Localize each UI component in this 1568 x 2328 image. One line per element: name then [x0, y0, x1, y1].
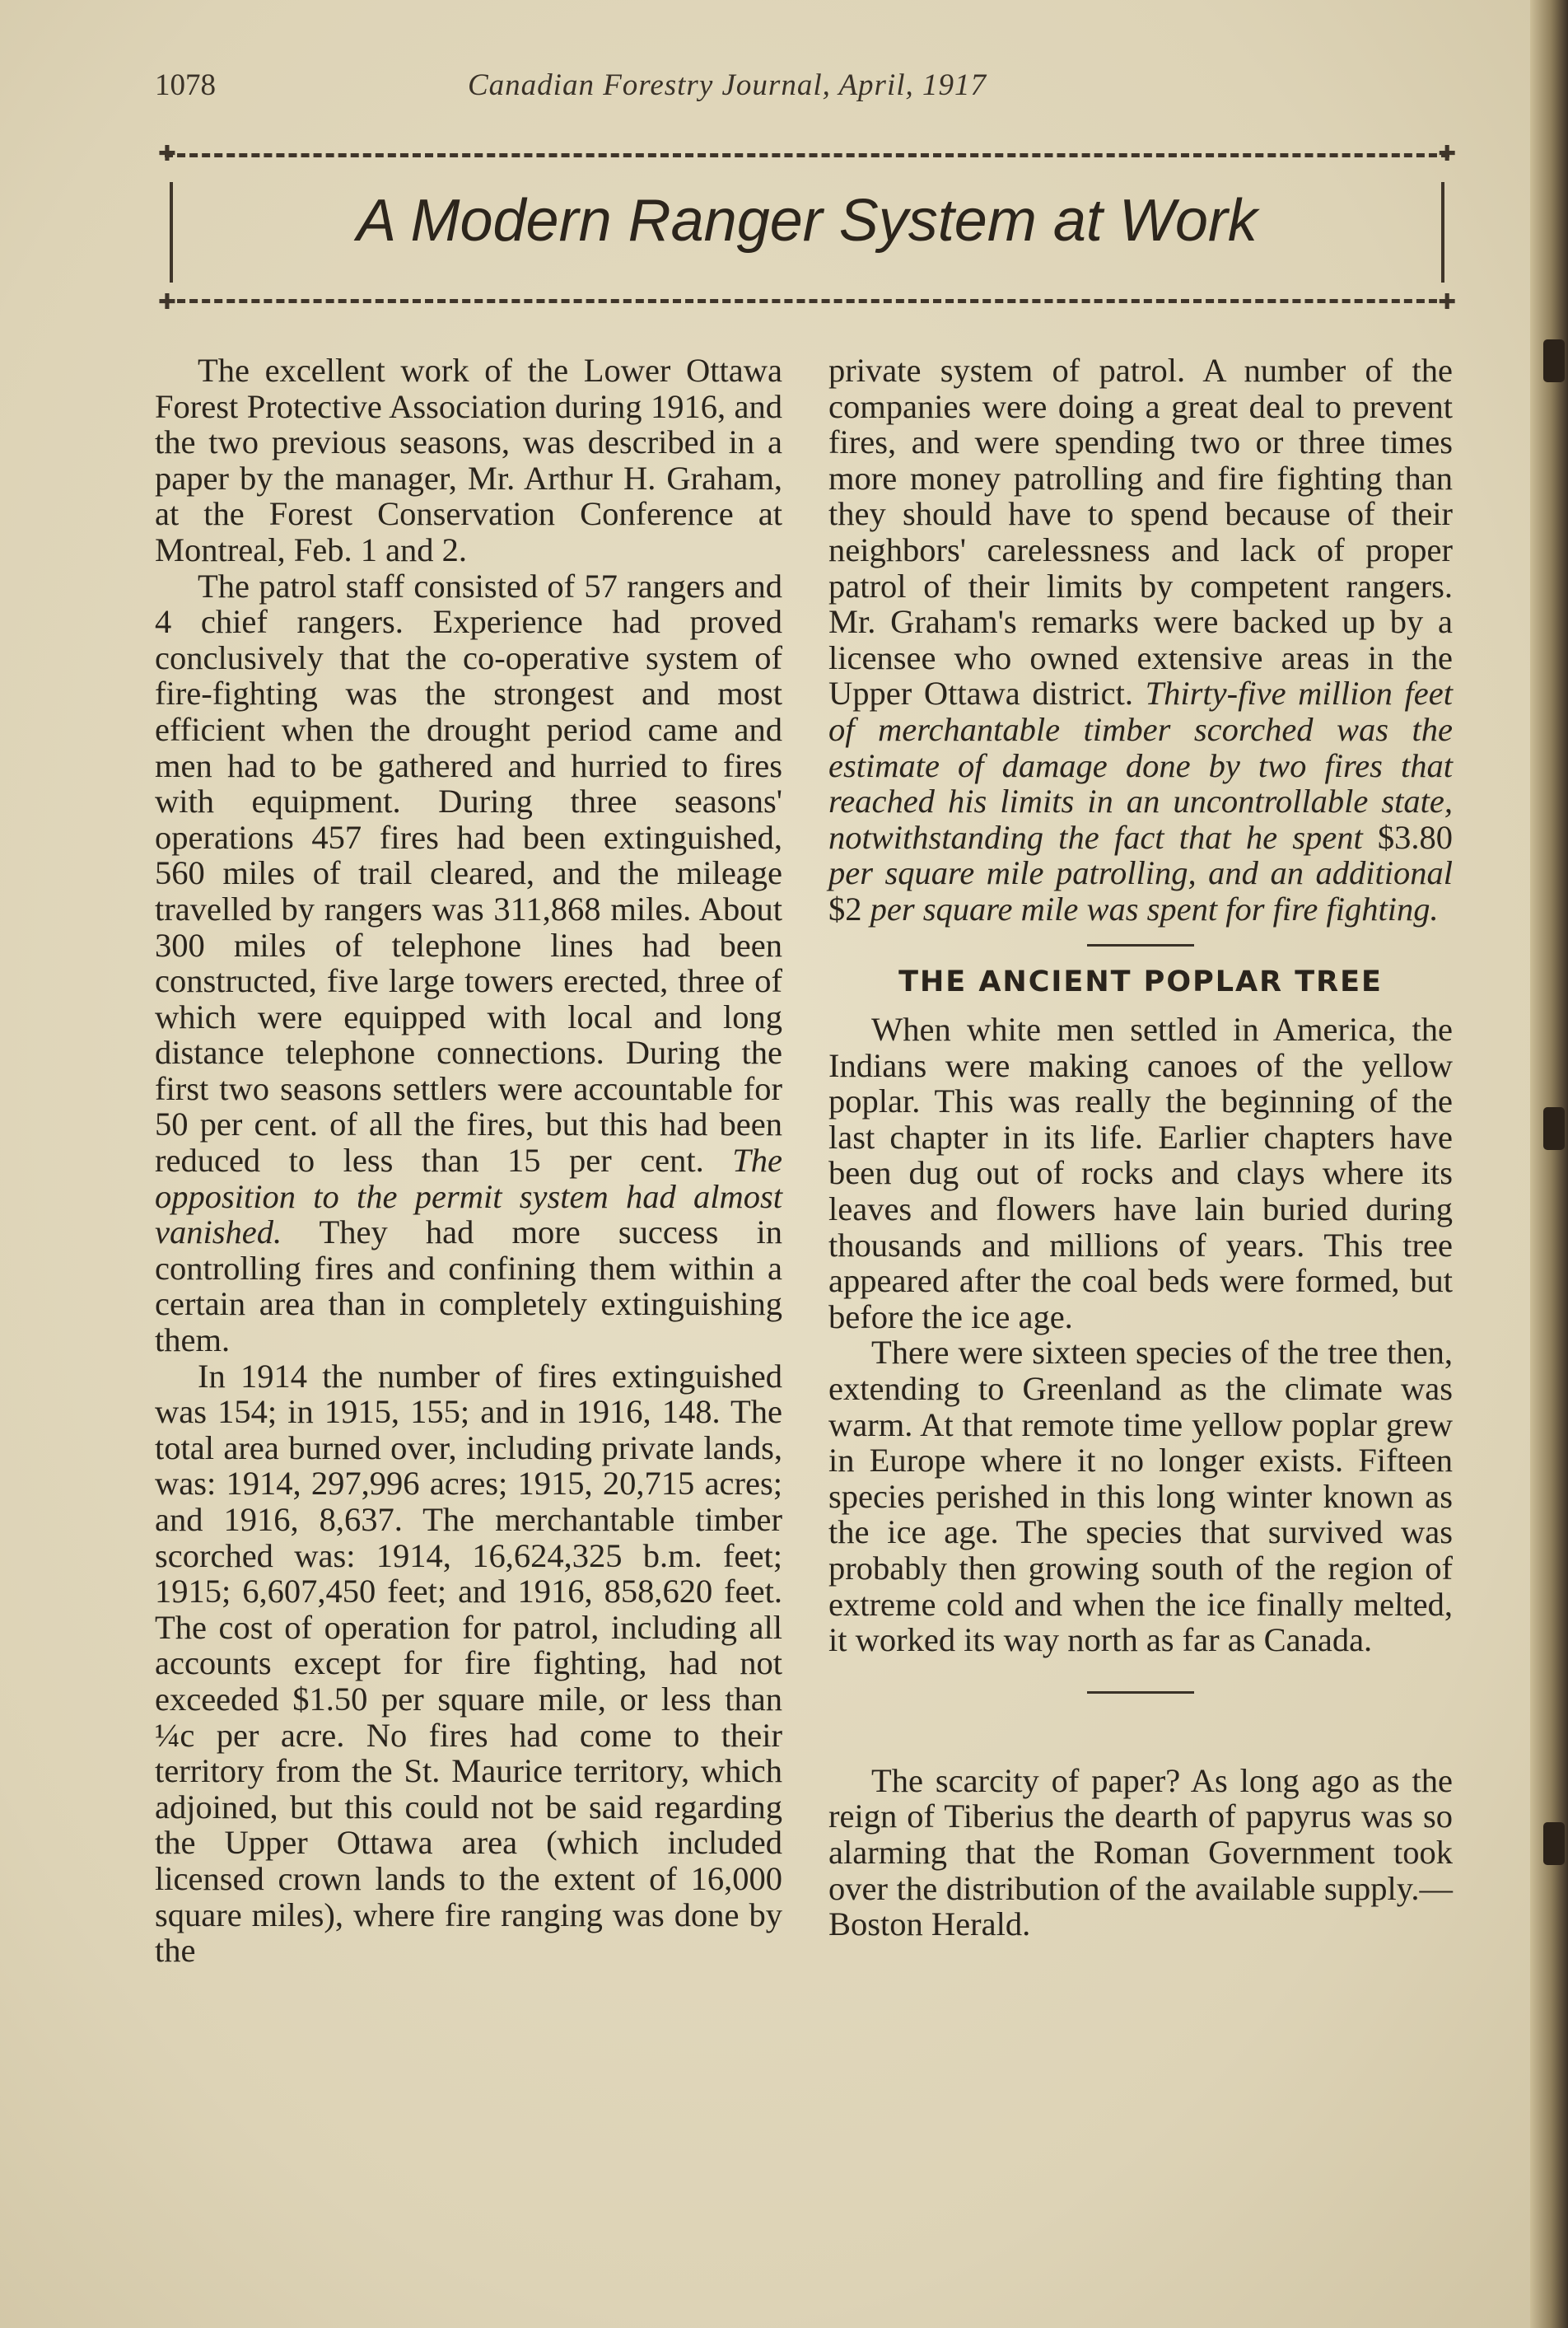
- article-paragraph: The excellent work of the Lower Ottawa Forest Protective Association during 1916, and the two previous seasons, was described in a paper by the manager, Mr. Arthur H. Graham, at the Forest Conservation Conference at Montreal, Feb. 1 and 2.: [155, 352, 782, 568]
- section-heading: THE ANCIENT POPLAR TREE: [898, 965, 1383, 998]
- italic-emphasis: The opposition to the permit system had almost vanished.: [155, 1142, 783, 1251]
- right-column: [828, 353, 1453, 1942]
- italic-emphasis: per square mile patrolling, and an additional: [828, 854, 1453, 892]
- frame-corner-ornament: ✚: [158, 142, 176, 166]
- article-title: A Modern Ranger System at Work: [357, 188, 1258, 254]
- paragraph-text: In 1914 the number of fires extinguished was 154; in 1915, 155; and in 1916, 148. The total area burned over, including private lands, was: 1914, 297,996 acres; 1915, 20,715 acres; and 1916, 8,637. The merchantable timber scorched was: 1914, 16,624,325 b.m. feet; 1915; 6,607,450 feet; and 1916, 858,620 feet. The cost of operation for patrol, including all accounts except for fire fighting, had not exceeded $1.50 per square mile, or less than ¼c per acre. No fires had come to their territory from the St. Maurice territory, which adjoined, but this could not be said regarding the Upper Ottawa area (which included licensed crown lands to the extent of 16,000 square miles), where fire ranging was done by the: [155, 1357, 782, 1970]
- frame-corner-ornament: ✚: [1438, 290, 1456, 315]
- binding-stitch: [1543, 339, 1565, 382]
- binding-stitch: [1543, 1822, 1565, 1865]
- amount: $3.80: [1377, 818, 1453, 856]
- article-paragraph-continued: [155, 1358, 782, 1969]
- paragraph-text: The patrol staff consisted of 57 rangers and 4 chief rangers. Experience had proved conclusively that the co-operative system of fire-fighting was the strongest and most efficient when the drought period came and men had to be gathered and hurried to fires with equipment. During three seasons' operations 457 fires had been extinguished, 560 miles of trail cleared, and the mileage travelled by rangers was 311,868 miles. About 300 miles of telephone lines had been constructed, five large towers erected, three of which were equipped with local and long distance telephone connections. During the first two seasons settlers were accountable for 50 per cent. of all the fires, but this had been reduced to less than 15 per cent.: [155, 567, 782, 1180]
- filler-paragraph: The scarcity of paper? As long ago as the reign of Tiberius the dearth of papyrus was so alarming that the Roman Government took over the distribution of the available supply.—Boston Herald.: [828, 1761, 1453, 1943]
- running-title: Canadian Forestry Journal, April, 1917: [468, 68, 987, 102]
- section-divider: [1087, 944, 1194, 947]
- spacer: [828, 1712, 1453, 1763]
- frame-corner-ornament: ✚: [158, 290, 176, 315]
- binding-stitch: [1543, 1107, 1565, 1150]
- section-divider: [1087, 1691, 1194, 1694]
- paragraph-text: They had more success in controlling fires and confining them within a certain area than in completely extinguishing them.: [155, 1213, 782, 1359]
- amount: $2: [828, 890, 862, 928]
- article-paragraph-continued: [828, 353, 1453, 928]
- poplar-paragraph: There were sixteen species of the tree then, extending to Greenland as the climate was warm. At that remote time yellow poplar grew in Europe where it no longer exists. Fifteen species perished in this long winter known as the ice age. The species that survived was probably then growing south of the region of extreme cold and when the ice finally melted, it worked its way north as far as Canada.: [828, 1334, 1453, 1659]
- left-column: [155, 353, 782, 1969]
- paragraph-text: private system of patrol. A number of the companies were doing a great deal to prevent fires, and were spending two or three times more money patrolling and fire fighting than they should have to spend because of their neighbors' carelessness and lack of proper patrol of their limits by competent rangers. Mr. Graham's remarks were backed up by a licensee who owned extensive areas in the Upper Ottawa district.: [828, 352, 1453, 713]
- italic-emphasis: per square mile was spent for fire fighting.: [870, 890, 1439, 928]
- article-paragraph: [155, 568, 782, 1358]
- italic-emphasis: Thirty-five million feet of merchantable timber scorched was the estimate of damage done by two fires that reached his limits in an uncontrollable state, notwithstanding the fact that he spent: [828, 675, 1453, 856]
- page-number: 1078: [155, 68, 216, 102]
- frame-corner-ornament: ✚: [1438, 142, 1456, 166]
- running-header: [155, 68, 1160, 109]
- title-frame: [158, 142, 1456, 315]
- poplar-paragraph: When white men settled in America, the Indians were making canoes of the yellow poplar. This was really the beginning of the last chapter in its life. Earlier chapters have been dug out of rocks and clays where its leaves and flowers have lain buried during thousands and millions of years. This tree appeared after the coal beds were formed, but before the ice age.: [828, 1011, 1453, 1335]
